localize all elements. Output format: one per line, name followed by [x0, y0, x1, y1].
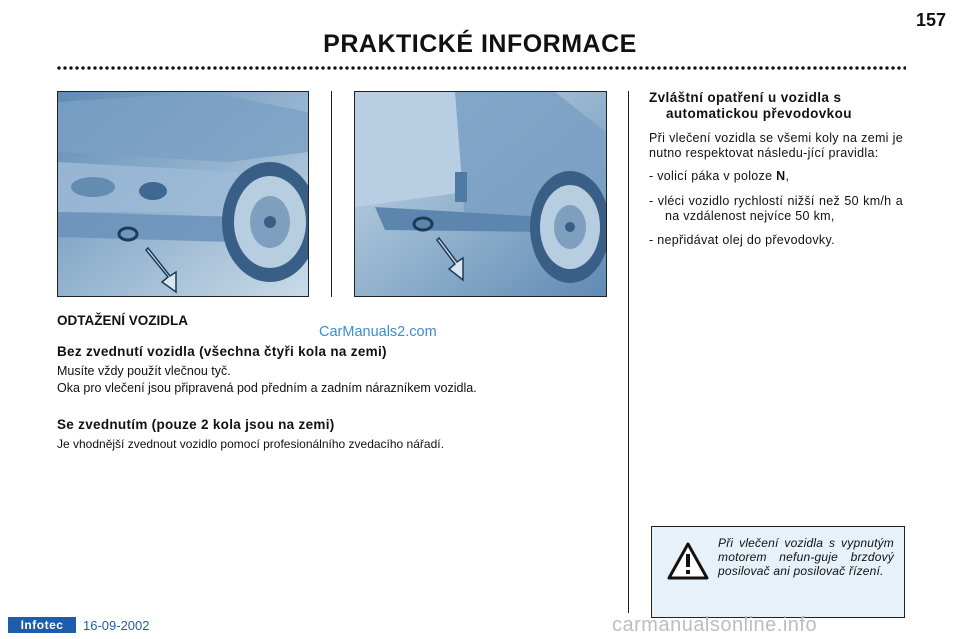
rear-towing-eye-illustration: [354, 91, 607, 297]
no-lift-line-2: Oka pro vlečení jsou připravená pod předním a zadním nárazníkem vozidla.: [57, 381, 477, 395]
warning-triangle-icon: [667, 542, 709, 580]
figure-divider: [331, 91, 332, 297]
subsection-title-lift: Se zvednutím (pouze 2 kola jsou na zemi): [57, 417, 335, 432]
subsection-title-no-lift: Bez zvednutí vozidla (všechna čtyři kola na zemi): [57, 344, 387, 359]
warning-box: [651, 526, 905, 618]
list-item-speed: - vléci vozidlo rychlostí nižší než 50 km/h a na vzdálenost nejvíce 50 km,: [649, 194, 903, 223]
automatic-title-line-2: automatickou převodovkou: [666, 106, 852, 121]
watermark-text: CarManuals2.com: [319, 324, 437, 340]
list-item-selector-suffix: ,: [785, 169, 790, 183]
footer-site-watermark: carmanualsonline.info: [612, 614, 818, 636]
front-bumper-drawing: [58, 92, 308, 296]
front-towing-eye-illustration: [57, 91, 309, 297]
gear-position-n: N: [776, 169, 786, 183]
warning-text: Při vlečení vozidla s vypnutým motorem nefun-guje brzdový posilovač ani posilovač řízení.: [718, 536, 894, 578]
no-lift-line-1: Musíte vždy použít vlečnou tyč.: [57, 364, 231, 378]
automatic-gearbox-section: [649, 90, 907, 248]
page-title: PRAKTICKÉ INFORMACE: [323, 30, 637, 58]
list-item-oil: - nepřidávat olej do převodovky.: [649, 233, 835, 247]
list-item-selector: [649, 169, 903, 184]
list-item-selector-prefix: - volicí páka v poloze: [649, 169, 777, 183]
infotec-logo: Infotec: [8, 617, 76, 633]
automatic-title-line-1: Zvláštní opatření u vozidla s: [649, 90, 842, 105]
automatic-intro: Při vlečení vozidla se všemi koly na zemi je nutno respektovat následu-jící pravidla:: [649, 131, 903, 160]
column-divider: [628, 91, 629, 613]
lift-line-1: Je vhodnější zvednout vozidlo pomocí profesionálního zvedacího nářadí.: [57, 437, 444, 451]
footer-date: 16-09-2002: [83, 618, 150, 633]
rear-bumper-drawing: [355, 92, 606, 296]
page-number: 157: [915, 10, 946, 30]
dotted-divider: [56, 65, 906, 71]
section-title: ODTAŽENÍ VOZIDLA: [57, 313, 188, 328]
